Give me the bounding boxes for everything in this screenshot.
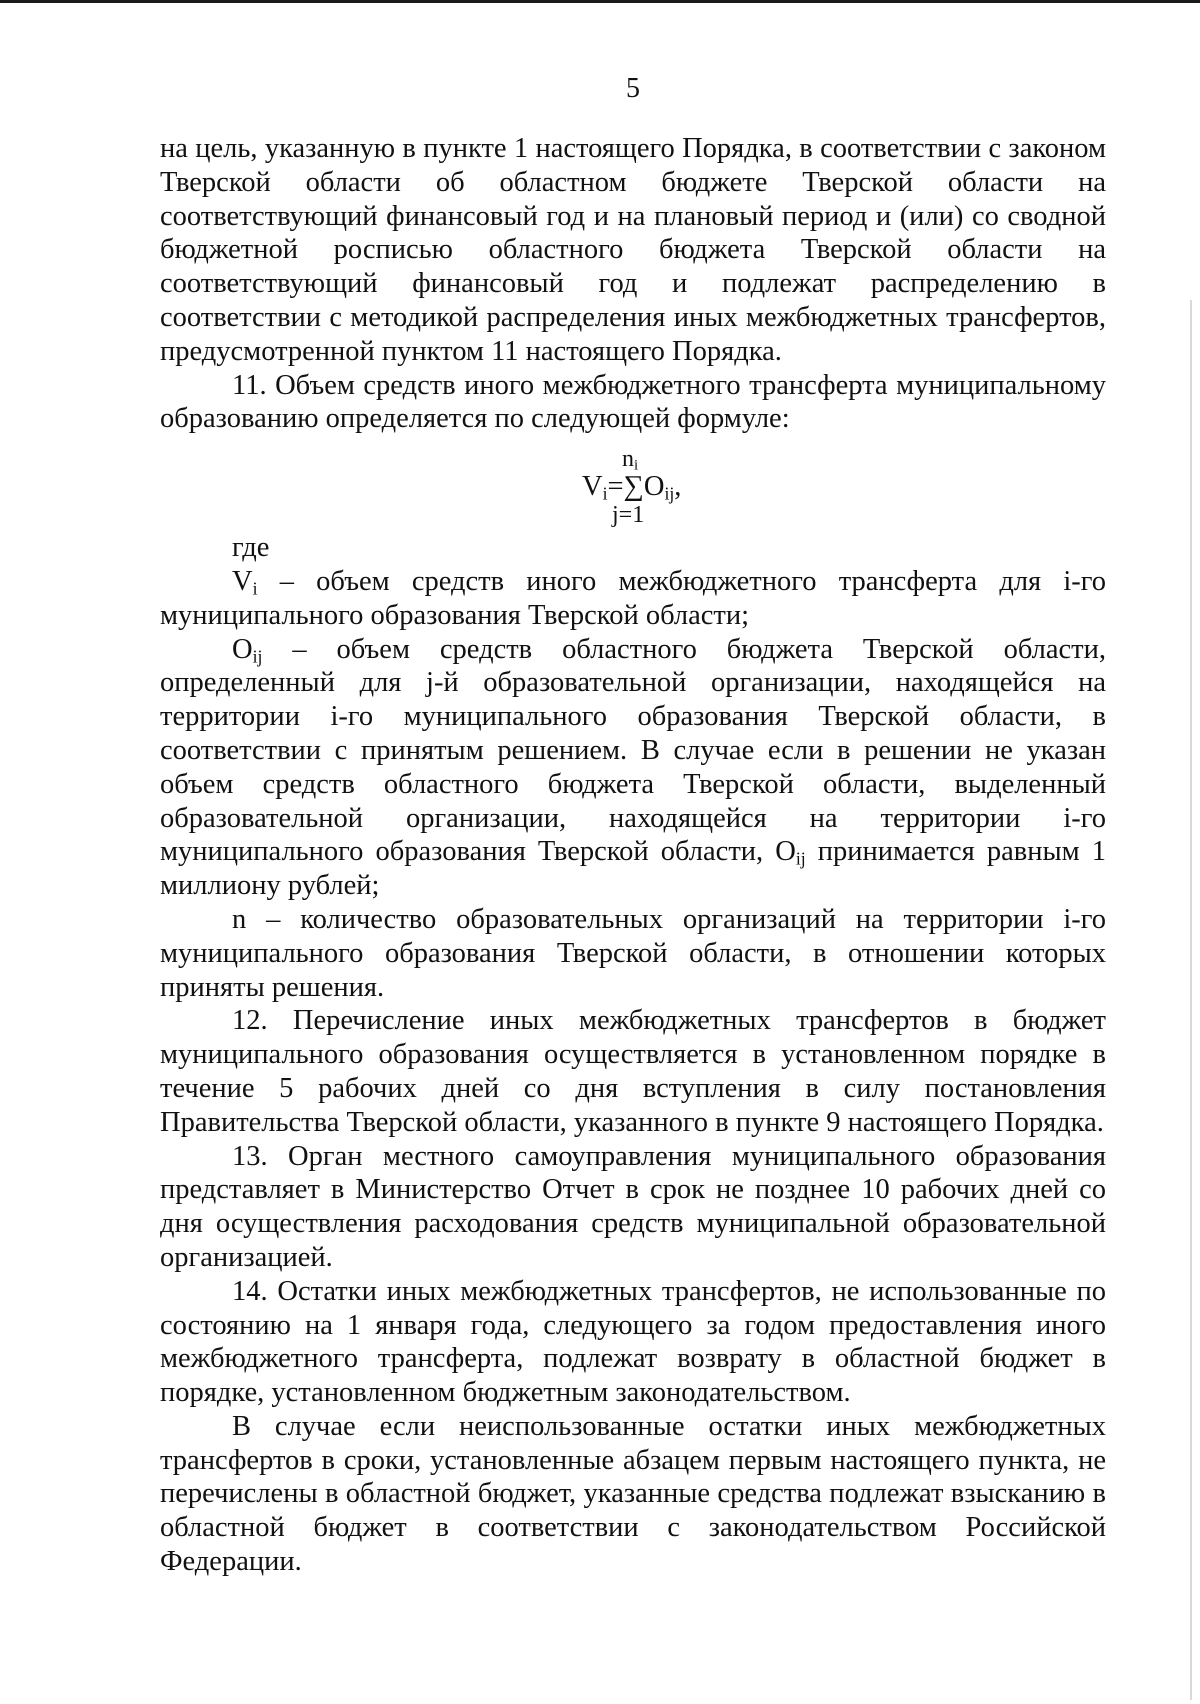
symbol-v-sub: i — [252, 578, 258, 599]
definition-n: n – количество образовательных организаций на территории i-го муниципального образования Тверской области, в отношении которых приняты решения. — [160, 903, 1106, 1003]
formula-upper-limit: $n_i$ — [622, 446, 639, 474]
definition-oij-text-end: принимается равным 1 миллиону рублей; — [160, 836, 1106, 902]
definition-oij — [160, 633, 1106, 903]
paragraph-11: 11. Объем средств иного межбюджетного трансферта муниципальному образованию определяется по следующей формуле: — [160, 369, 1106, 435]
where-label: где — [232, 532, 270, 564]
scan-top-border — [0, 0, 1200, 3]
page-number: 5 — [626, 73, 640, 104]
paragraph-14: 14. Остатки иных межбюджетных трансфертов, не использованные по состоянию на 1 января года, следующего за годом предоставления иного межбюджетного трансферта, подлежат возврату в областной бюджет в порядке, установленном бюджетным законодательством. — [160, 1275, 1106, 1409]
definition-vi — [160, 565, 1106, 633]
paragraph-14-second: В случае если неиспользованные остатки иных межбюджетных трансфертов в сроки, установленные абзацем первым настоящего пункта, не перечислены в областной бюджет, указанные средства подлежат взысканию в областной бюджет в соответствии с законодательством Российской Федерации. — [160, 1410, 1106, 1578]
scan-right-shadow — [1190, 300, 1192, 1700]
symbol-o-inline: O — [775, 836, 796, 868]
symbol-o: O — [232, 633, 253, 665]
document-body — [160, 132, 1106, 1579]
symbol-v: V — [232, 565, 253, 597]
formula-lower-limit: j=1 — [612, 502, 645, 529]
symbol-o-inline-sub: ij — [795, 848, 806, 869]
formula-expression: $V_i=\sum O_{ij}$, — [582, 471, 682, 504]
formula — [160, 436, 1106, 531]
paragraph-13: 13. Орган местного самоуправления муниципального образования представляет в Министерство Отчет в срок не позднее 10 рабочих дней со дня осуществления расходования средств муниципальной образовательной организацией. — [160, 1140, 1106, 1273]
definition-vi-text: – объем средств иного межбюджетного трансферта для i-го муниципального образования Тверской области; — [160, 565, 1106, 631]
definition-oij-text: – объем средств областного бюджета Тверской области, определенный для j-й образовательной организации, находящейся на территории i-го муниципального образования Тверской области, в соответствии с принятым решением. В случае если в решении не указан объем средств областного бюджета Тверской области, выделенный образовательной организации, находящейся на территории i-го муниципального образования Тверской области, — [160, 633, 1106, 868]
symbol-o-sub: ij — [252, 645, 263, 666]
paragraph-continuation: на цель, указанную в пункте 1 настоящего Порядка, в соответствии с законом Тверской области об областном бюджете Тверской области на соответствующий финансовый год и на плановый период и (или) со сводной бюджетной росписью областного бюджета Тверской области на соответствующий финансовый год и подлежат распределению в соответствии с методикой распределения иных межбюджетных трансфертов, предусмотренной пунктом 11 настоящего Порядка. — [160, 133, 1106, 367]
paragraph-12: 12. Перечисление иных межбюджетных трансфертов в бюджет муниципального образования осуществляется в установленном порядке в течение 5 рабочих дней со дня вступления в силу постановления Правительства Тверской области, указанного в пункте 9 настоящего Порядка. — [160, 1005, 1106, 1138]
